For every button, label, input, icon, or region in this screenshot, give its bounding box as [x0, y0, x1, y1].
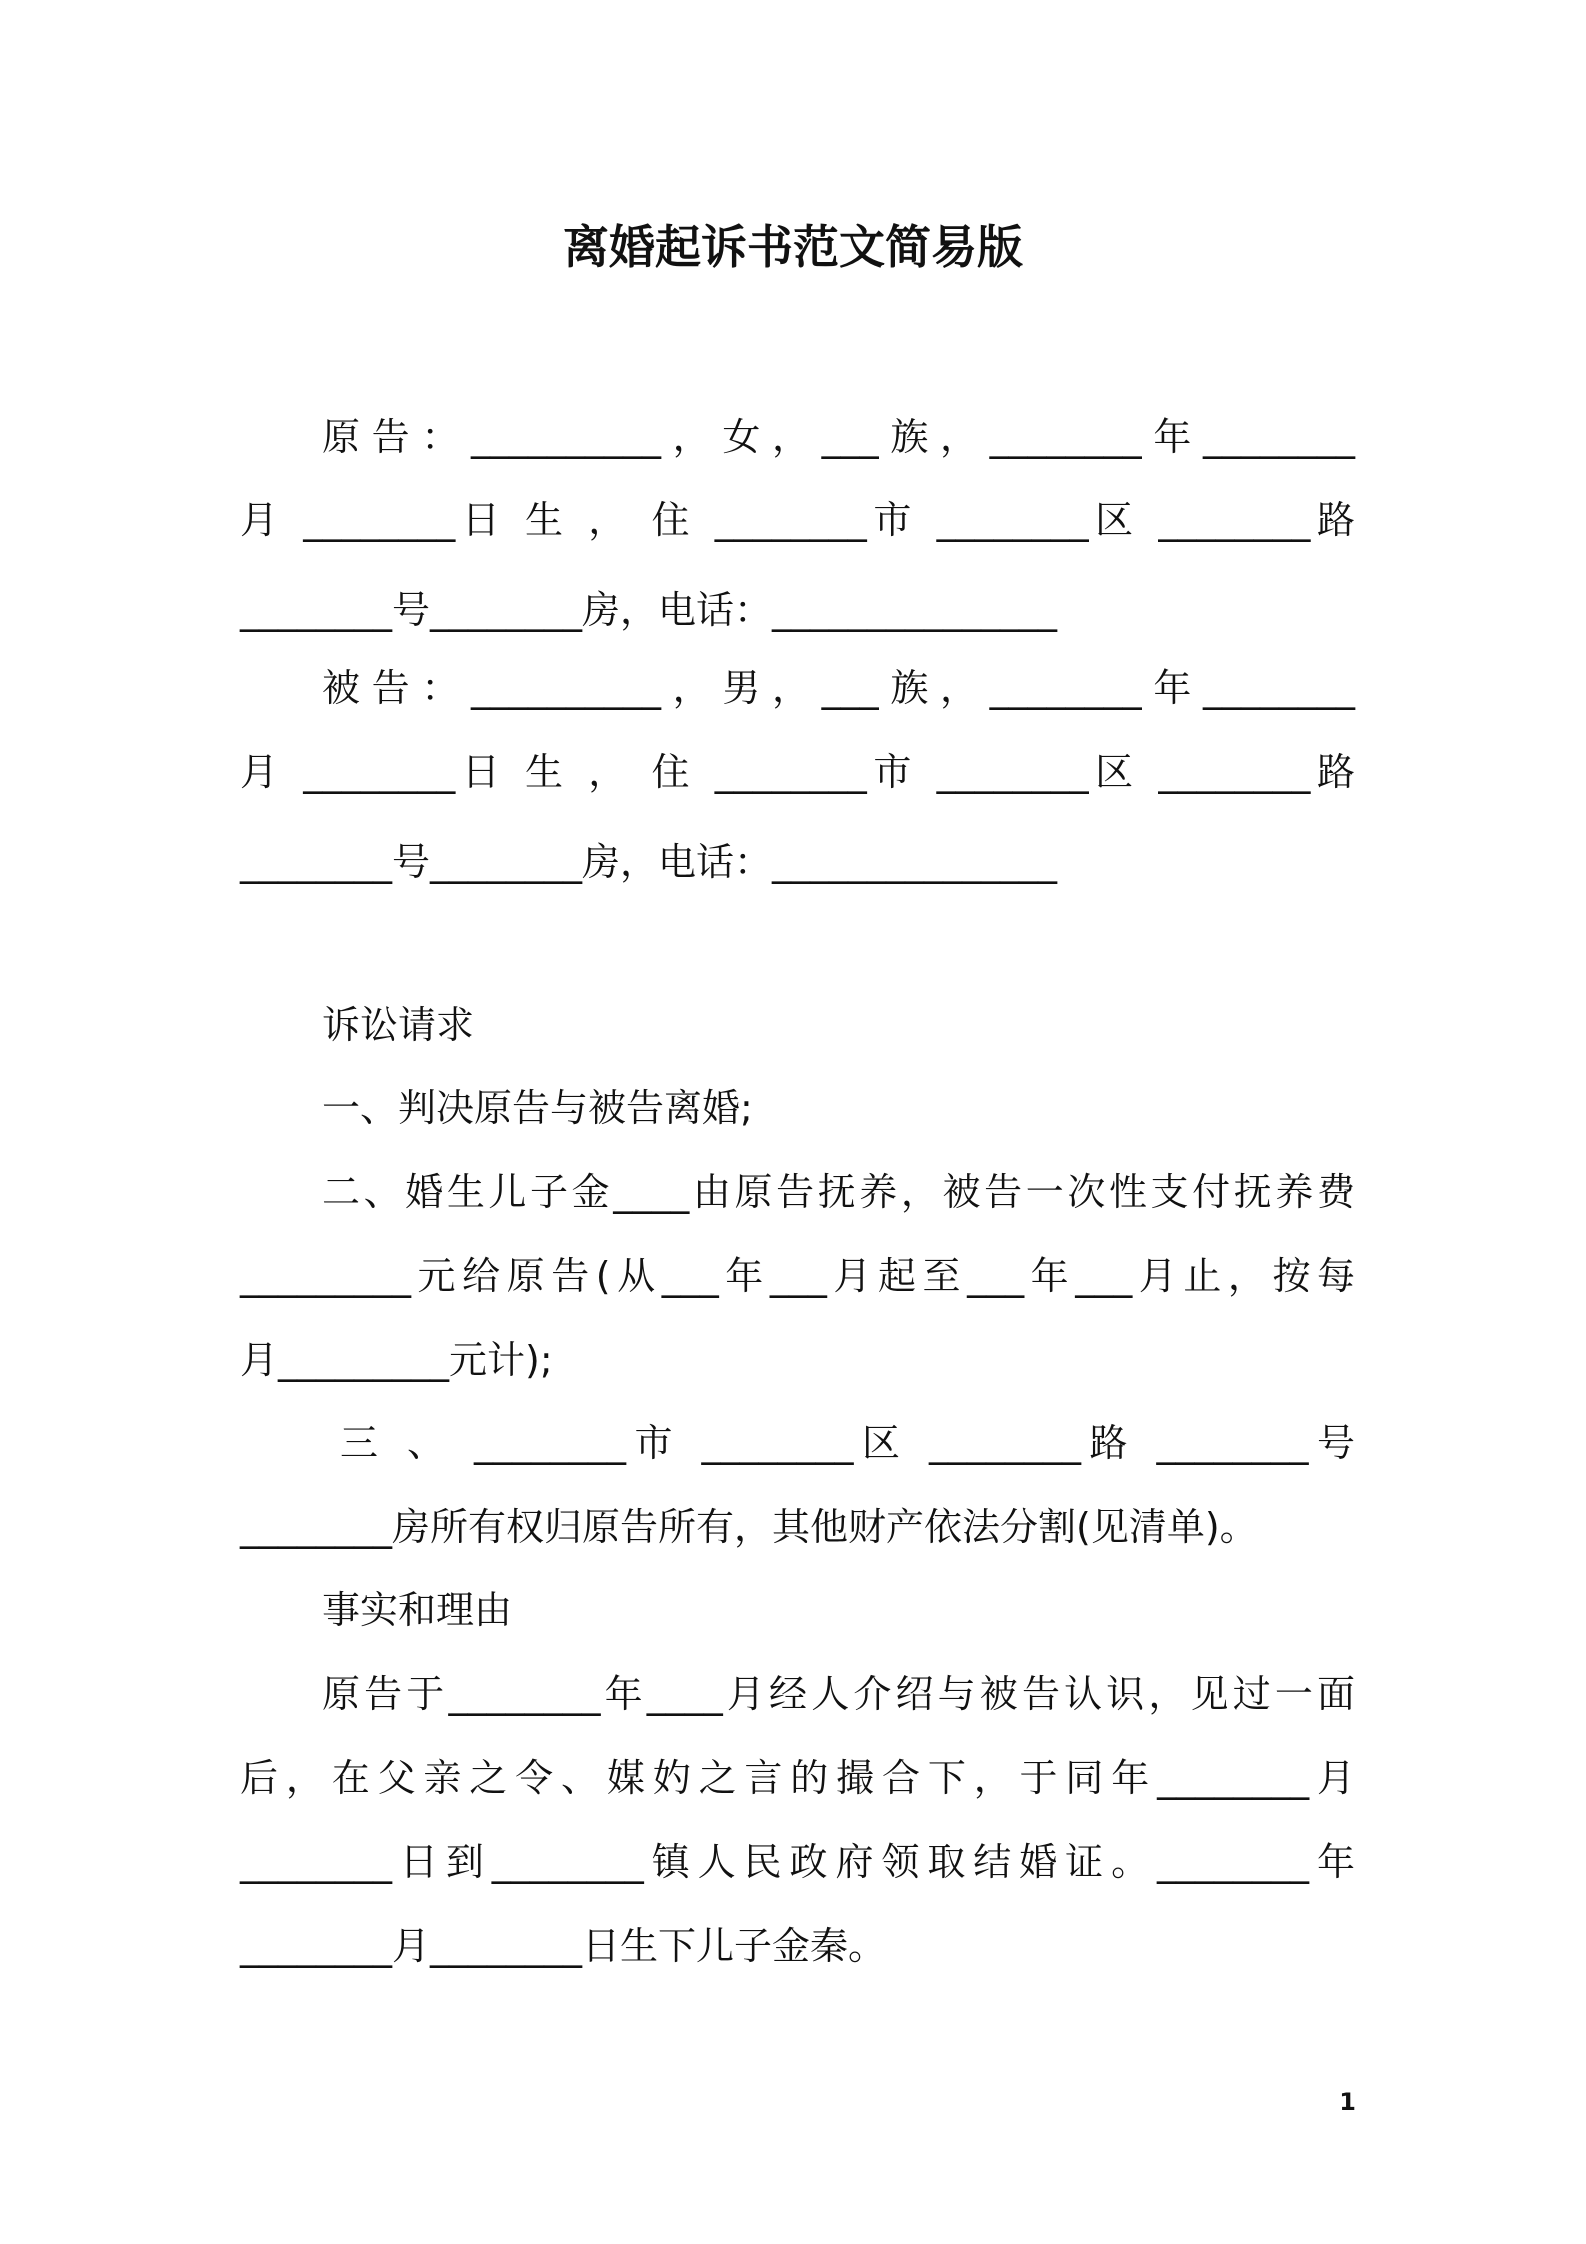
- claim-line-1: 一、判决原告与被告离婚;: [322, 1086, 753, 1130]
- claim-line-2: 二、婚生儿子金____由原告抚养，被告一次性支付抚养费: [322, 1170, 1355, 1214]
- facts-line-3: ________日到________镇人民政府领取结婚证。________年: [240, 1840, 1355, 1884]
- document-title: 离婚起诉书范文简易版: [563, 220, 1023, 274]
- claim-line-4: 月_________元计);: [240, 1338, 553, 1382]
- facts-line-1: 原告于________年____月经人介绍与被告认识，见过一面: [322, 1672, 1355, 1716]
- defendant-line-3: ________号________房，电话：_______________: [240, 840, 1058, 884]
- claims-heading: 诉讼请求: [322, 1003, 475, 1047]
- plaintiff-line-1: 原告：__________，女，___族，________年________: [322, 415, 1355, 459]
- defendant-line-1: 被告：__________，男，___族，________年________: [322, 666, 1355, 710]
- facts-heading: 事实和理由: [322, 1588, 513, 1632]
- claim-line-6: ________房所有权归原告所有，其他财产依法分割(见清单)。: [240, 1505, 1258, 1549]
- facts-line-2: 后，在父亲之令、媒妁之言的撮合下，于同年________月: [240, 1756, 1355, 1800]
- plaintiff-line-2: 月 ________日 生 ， 住 ________市 ________区 ________路: [240, 498, 1355, 542]
- claim-line-3: _________元给原告(从___年___月起至___年___月止，按每: [240, 1254, 1355, 1298]
- claim-line-5: 三 、 ________市 ________区 ________路 ________号: [340, 1421, 1355, 1465]
- plaintiff-line-3: ________号________房，电话：_______________: [240, 588, 1058, 632]
- facts-line-4: ________月________日生下儿子金秦。: [240, 1924, 887, 1968]
- page-number: 1: [1339, 2088, 1356, 2116]
- defendant-line-2: 月 ________日 生 ， 住 ________市 ________区 ________路: [240, 750, 1355, 794]
